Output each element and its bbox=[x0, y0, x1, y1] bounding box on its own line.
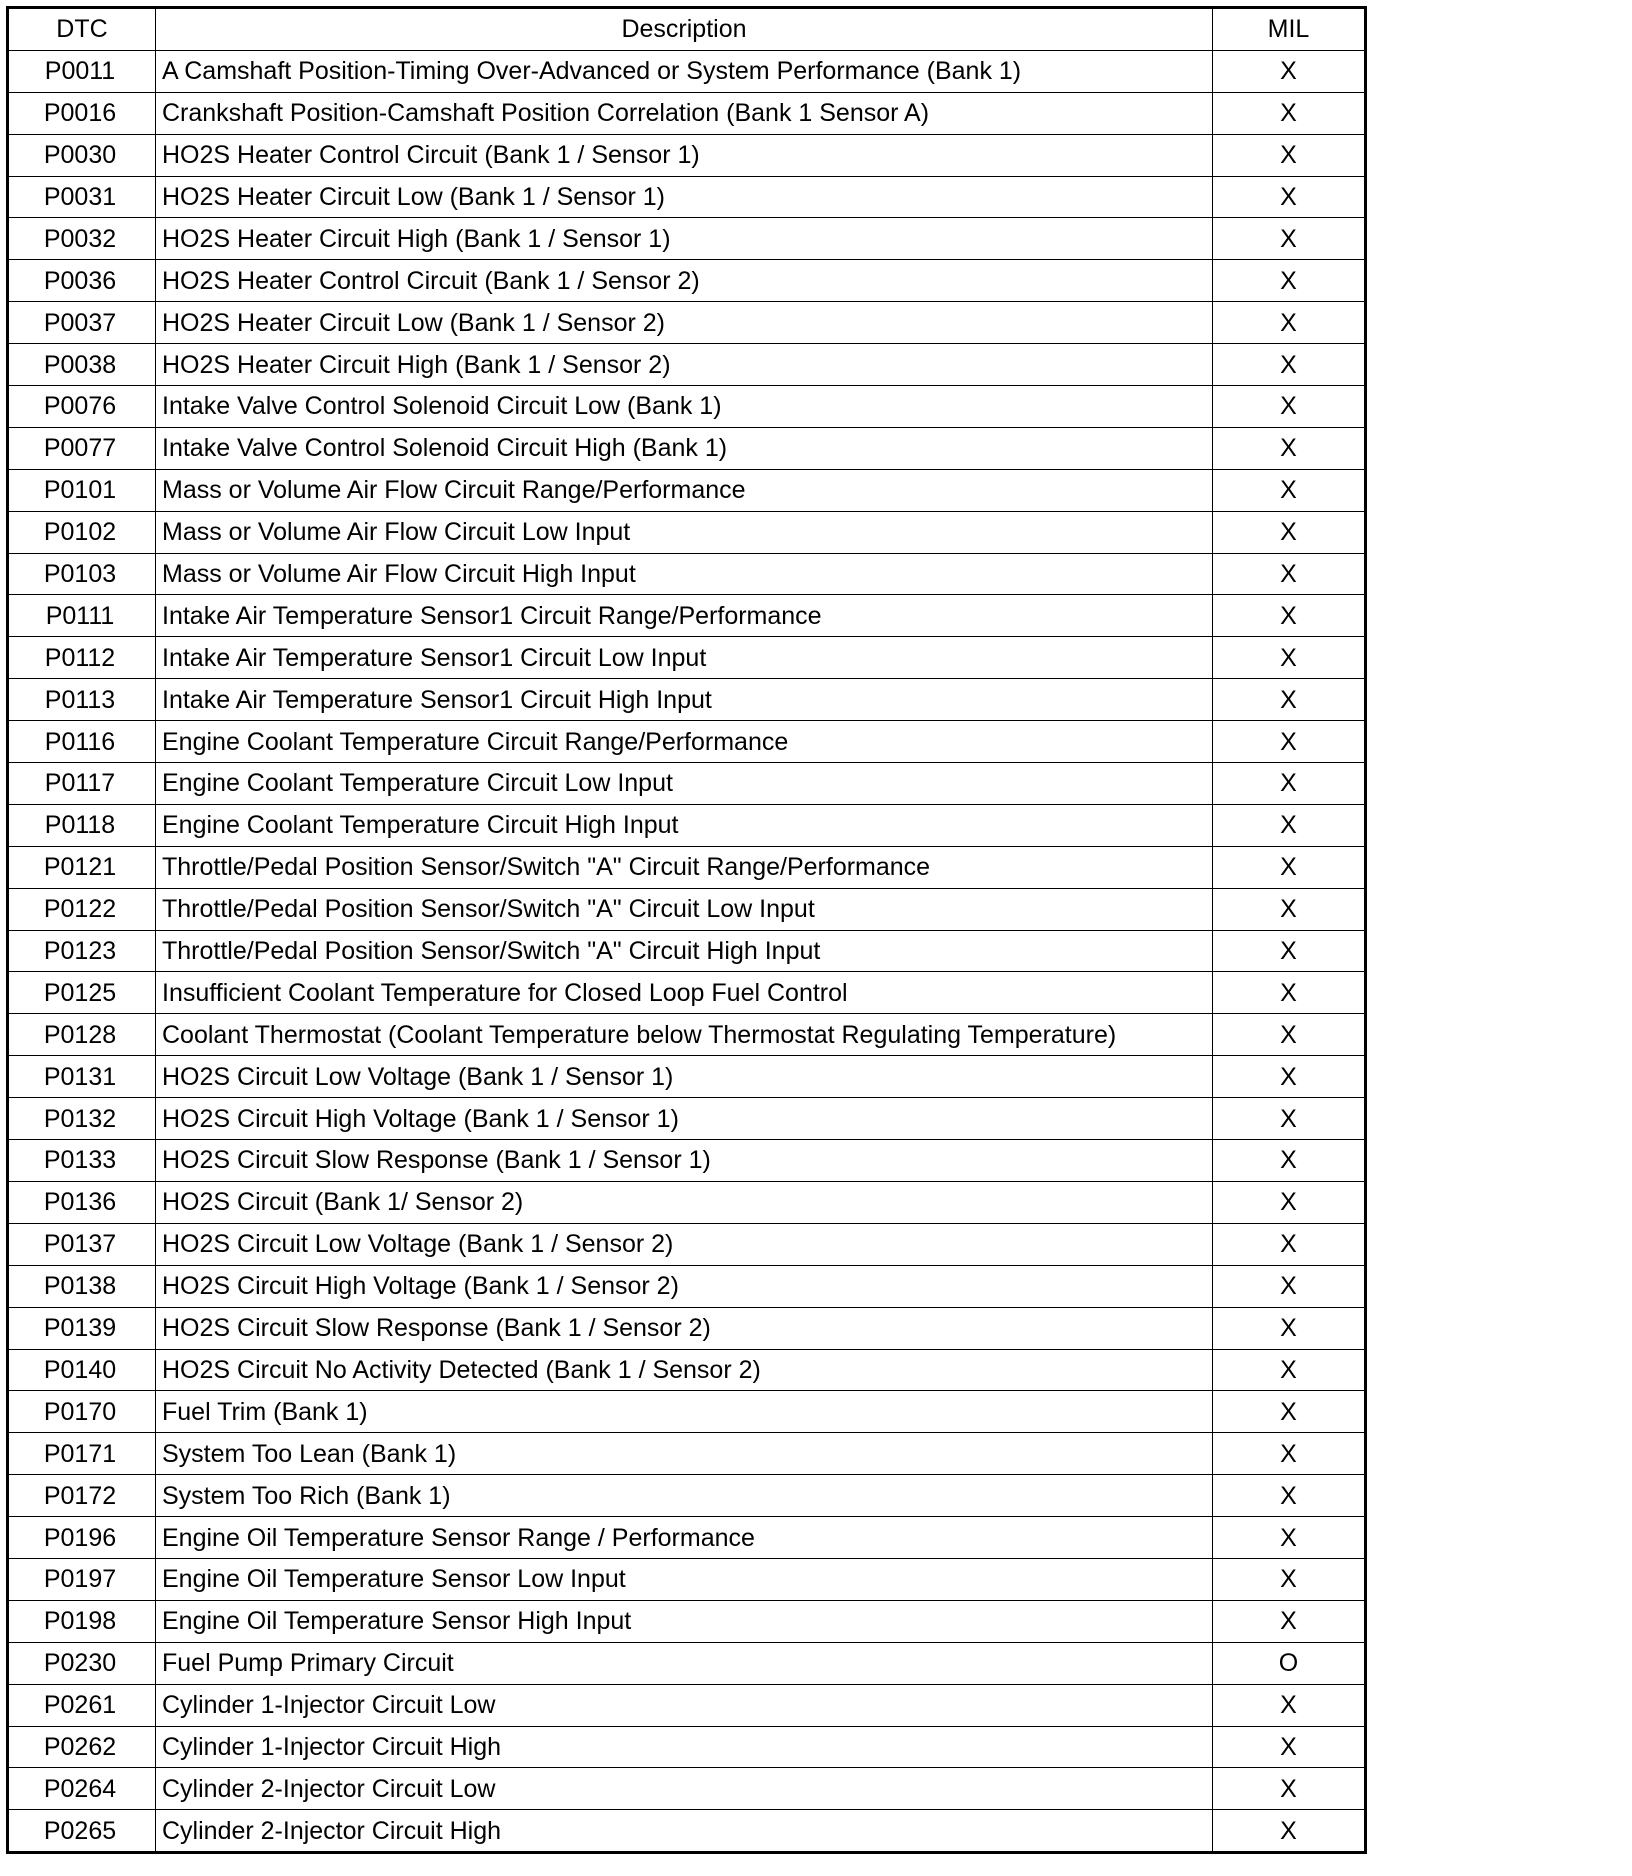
table-row bbox=[8, 930, 1366, 972]
dtc-code-cell: P0262 bbox=[8, 1726, 156, 1768]
description-cell: A Camshaft Position-Timing Over-Advanced or System Performance (Bank 1) bbox=[156, 50, 1213, 92]
description-cell: Throttle/Pedal Position Sensor/Switch "A" Circuit Range/Performance bbox=[156, 846, 1213, 888]
table-row bbox=[8, 1181, 1366, 1223]
description-cell: Engine Coolant Temperature Circuit Low Input bbox=[156, 763, 1213, 805]
description-cell: HO2S Circuit Slow Response (Bank 1 / Sensor 2) bbox=[156, 1307, 1213, 1349]
description-cell: HO2S Heater Control Circuit (Bank 1 / Sensor 2) bbox=[156, 260, 1213, 302]
dtc-code-cell: P0196 bbox=[8, 1517, 156, 1559]
description-cell: Intake Air Temperature Sensor1 Circuit High Input bbox=[156, 679, 1213, 721]
mil-status-cell: X bbox=[1213, 302, 1366, 344]
dtc-code-cell: P0136 bbox=[8, 1181, 156, 1223]
table-row bbox=[8, 427, 1366, 469]
description-cell: Fuel Trim (Bank 1) bbox=[156, 1391, 1213, 1433]
mil-status-cell: X bbox=[1213, 888, 1366, 930]
description-cell: HO2S Heater Circuit Low (Bank 1 / Sensor 2) bbox=[156, 302, 1213, 344]
table-row bbox=[8, 1684, 1366, 1726]
dtc-code-cell: P0116 bbox=[8, 721, 156, 763]
mil-status-cell: X bbox=[1213, 344, 1366, 386]
mil-status-cell: X bbox=[1213, 1684, 1366, 1726]
table-row bbox=[8, 972, 1366, 1014]
dtc-code-cell: P0197 bbox=[8, 1558, 156, 1600]
table-row bbox=[8, 134, 1366, 176]
table-row bbox=[8, 679, 1366, 721]
mil-status-cell: X bbox=[1213, 553, 1366, 595]
table-row bbox=[8, 637, 1366, 679]
description-cell: HO2S Heater Circuit High (Bank 1 / Sensor 2) bbox=[156, 344, 1213, 386]
table-row bbox=[8, 1391, 1366, 1433]
mil-status-cell: X bbox=[1213, 1181, 1366, 1223]
table-row bbox=[8, 1768, 1366, 1810]
table-row bbox=[8, 1558, 1366, 1600]
description-cell: HO2S Heater Circuit Low (Bank 1 / Sensor 1) bbox=[156, 176, 1213, 218]
mil-status-cell: X bbox=[1213, 679, 1366, 721]
dtc-code-cell: P0198 bbox=[8, 1600, 156, 1642]
mil-status-cell: X bbox=[1213, 804, 1366, 846]
table-row bbox=[8, 1349, 1366, 1391]
dtc-code-cell: P0032 bbox=[8, 218, 156, 260]
mil-status-cell: X bbox=[1213, 1307, 1366, 1349]
table-row bbox=[8, 1642, 1366, 1684]
description-cell: HO2S Circuit Low Voltage (Bank 1 / Sensor 1) bbox=[156, 1056, 1213, 1098]
table-row bbox=[8, 1810, 1366, 1853]
dtc-code-cell: P0128 bbox=[8, 1014, 156, 1056]
table-row bbox=[8, 1307, 1366, 1349]
mil-status-cell: X bbox=[1213, 972, 1366, 1014]
description-cell: System Too Rich (Bank 1) bbox=[156, 1475, 1213, 1517]
mil-status-cell: X bbox=[1213, 1098, 1366, 1140]
dtc-code-cell: P0038 bbox=[8, 344, 156, 386]
table-row bbox=[8, 469, 1366, 511]
description-cell: HO2S Circuit Slow Response (Bank 1 / Sensor 1) bbox=[156, 1140, 1213, 1182]
description-cell: Throttle/Pedal Position Sensor/Switch "A" Circuit Low Input bbox=[156, 888, 1213, 930]
table-row bbox=[8, 553, 1366, 595]
dtc-code-cell: P0077 bbox=[8, 427, 156, 469]
dtc-code-cell: P0121 bbox=[8, 846, 156, 888]
description-cell: Cylinder 2-Injector Circuit High bbox=[156, 1810, 1213, 1853]
description-cell: HO2S Circuit No Activity Detected (Bank 1 / Sensor 2) bbox=[156, 1349, 1213, 1391]
dtc-code-cell: P0125 bbox=[8, 972, 156, 1014]
dtc-code-cell: P0264 bbox=[8, 1768, 156, 1810]
mil-status-cell: X bbox=[1213, 1517, 1366, 1559]
mil-status-cell: X bbox=[1213, 637, 1366, 679]
mil-status-cell: X bbox=[1213, 1433, 1366, 1475]
mil-status-cell: X bbox=[1213, 1726, 1366, 1768]
mil-status-cell: X bbox=[1213, 92, 1366, 134]
description-cell: Insufficient Coolant Temperature for Closed Loop Fuel Control bbox=[156, 972, 1213, 1014]
description-cell: Intake Valve Control Solenoid Circuit High (Bank 1) bbox=[156, 427, 1213, 469]
table-row bbox=[8, 260, 1366, 302]
dtc-code-cell: P0132 bbox=[8, 1098, 156, 1140]
description-cell: HO2S Circuit High Voltage (Bank 1 / Sensor 2) bbox=[156, 1265, 1213, 1307]
dtc-code-cell: P0123 bbox=[8, 930, 156, 972]
description-cell: Mass or Volume Air Flow Circuit High Input bbox=[156, 553, 1213, 595]
table-row bbox=[8, 302, 1366, 344]
dtc-code-cell: P0112 bbox=[8, 637, 156, 679]
table-row bbox=[8, 846, 1366, 888]
dtc-code-cell: P0261 bbox=[8, 1684, 156, 1726]
header-row bbox=[8, 8, 1366, 51]
mil-status-cell: X bbox=[1213, 721, 1366, 763]
mil-status-cell: X bbox=[1213, 930, 1366, 972]
description-cell: HO2S Circuit (Bank 1/ Sensor 2) bbox=[156, 1181, 1213, 1223]
dtc-code-cell: P0103 bbox=[8, 553, 156, 595]
description-cell: Fuel Pump Primary Circuit bbox=[156, 1642, 1213, 1684]
description-cell: Engine Oil Temperature Sensor Range / Performance bbox=[156, 1517, 1213, 1559]
dtc-code-cell: P0016 bbox=[8, 92, 156, 134]
mil-status-cell: X bbox=[1213, 1014, 1366, 1056]
dtc-table bbox=[6, 6, 1367, 1854]
dtc-code-cell: P0131 bbox=[8, 1056, 156, 1098]
table-row bbox=[8, 595, 1366, 637]
dtc-code-cell: P0076 bbox=[8, 386, 156, 428]
dtc-code-cell: P0030 bbox=[8, 134, 156, 176]
description-cell: Engine Coolant Temperature Circuit High Input bbox=[156, 804, 1213, 846]
description-cell: Throttle/Pedal Position Sensor/Switch "A" Circuit High Input bbox=[156, 930, 1213, 972]
mil-status-cell: X bbox=[1213, 1056, 1366, 1098]
dtc-code-cell: P0230 bbox=[8, 1642, 156, 1684]
description-cell: Mass or Volume Air Flow Circuit Low Input bbox=[156, 511, 1213, 553]
dtc-code-cell: P0171 bbox=[8, 1433, 156, 1475]
mil-status-cell: X bbox=[1213, 1391, 1366, 1433]
mil-status-cell: X bbox=[1213, 176, 1366, 218]
mil-status-cell: X bbox=[1213, 763, 1366, 805]
table-row bbox=[8, 1517, 1366, 1559]
mil-status-cell: X bbox=[1213, 427, 1366, 469]
description-cell: HO2S Circuit Low Voltage (Bank 1 / Sensor 2) bbox=[156, 1223, 1213, 1265]
table-header bbox=[8, 8, 1366, 51]
dtc-code-cell: P0140 bbox=[8, 1349, 156, 1391]
dtc-code-cell: P0122 bbox=[8, 888, 156, 930]
description-cell: Cylinder 1-Injector Circuit Low bbox=[156, 1684, 1213, 1726]
mil-status-cell: X bbox=[1213, 595, 1366, 637]
table-row bbox=[8, 344, 1366, 386]
description-cell: Engine Coolant Temperature Circuit Range/Performance bbox=[156, 721, 1213, 763]
mil-status-cell: X bbox=[1213, 511, 1366, 553]
mil-status-cell: X bbox=[1213, 1349, 1366, 1391]
header-dtc: DTC bbox=[8, 8, 156, 51]
mil-status-cell: X bbox=[1213, 1475, 1366, 1517]
description-cell: Engine Oil Temperature Sensor Low Input bbox=[156, 1558, 1213, 1600]
dtc-code-cell: P0031 bbox=[8, 176, 156, 218]
table-row bbox=[8, 763, 1366, 805]
table-row bbox=[8, 1140, 1366, 1182]
mil-status-cell: X bbox=[1213, 846, 1366, 888]
table-row bbox=[8, 1265, 1366, 1307]
header-description: Description bbox=[156, 8, 1213, 51]
table-row bbox=[8, 1098, 1366, 1140]
mil-status-cell: X bbox=[1213, 1600, 1366, 1642]
dtc-code-cell: P0036 bbox=[8, 260, 156, 302]
dtc-code-cell: P0133 bbox=[8, 1140, 156, 1182]
mil-status-cell: X bbox=[1213, 1265, 1366, 1307]
description-cell: Intake Air Temperature Sensor1 Circuit Low Input bbox=[156, 637, 1213, 679]
table-row bbox=[8, 386, 1366, 428]
description-cell: HO2S Heater Circuit High (Bank 1 / Sensor 1) bbox=[156, 218, 1213, 260]
dtc-code-cell: P0011 bbox=[8, 50, 156, 92]
dtc-code-cell: P0172 bbox=[8, 1475, 156, 1517]
dtc-code-cell: P0117 bbox=[8, 763, 156, 805]
mil-status-cell: X bbox=[1213, 469, 1366, 511]
table-row bbox=[8, 1014, 1366, 1056]
table-row bbox=[8, 1433, 1366, 1475]
table-row bbox=[8, 218, 1366, 260]
description-cell: Intake Air Temperature Sensor1 Circuit Range/Performance bbox=[156, 595, 1213, 637]
description-cell: Cylinder 2-Injector Circuit Low bbox=[156, 1768, 1213, 1810]
dtc-code-cell: P0118 bbox=[8, 804, 156, 846]
description-cell: System Too Lean (Bank 1) bbox=[156, 1433, 1213, 1475]
mil-status-cell: X bbox=[1213, 218, 1366, 260]
dtc-code-cell: P0037 bbox=[8, 302, 156, 344]
description-cell: HO2S Heater Control Circuit (Bank 1 / Sensor 1) bbox=[156, 134, 1213, 176]
dtc-code-cell: P0139 bbox=[8, 1307, 156, 1349]
table-row bbox=[8, 92, 1366, 134]
header-mil: MIL bbox=[1213, 8, 1366, 51]
dtc-code-cell: P0170 bbox=[8, 1391, 156, 1433]
table-row bbox=[8, 1475, 1366, 1517]
dtc-code-cell: P0113 bbox=[8, 679, 156, 721]
dtc-code-cell: P0102 bbox=[8, 511, 156, 553]
table-row bbox=[8, 721, 1366, 763]
table-row bbox=[8, 1726, 1366, 1768]
dtc-code-cell: P0138 bbox=[8, 1265, 156, 1307]
table-row bbox=[8, 804, 1366, 846]
mil-status-cell: X bbox=[1213, 1140, 1366, 1182]
mil-status-cell: X bbox=[1213, 134, 1366, 176]
description-cell: Engine Oil Temperature Sensor High Input bbox=[156, 1600, 1213, 1642]
mil-status-cell: O bbox=[1213, 1642, 1366, 1684]
description-cell: HO2S Circuit High Voltage (Bank 1 / Sensor 1) bbox=[156, 1098, 1213, 1140]
table-row bbox=[8, 1056, 1366, 1098]
dtc-code-cell: P0265 bbox=[8, 1810, 156, 1853]
dtc-code-cell: P0137 bbox=[8, 1223, 156, 1265]
table-row bbox=[8, 50, 1366, 92]
description-cell: Intake Valve Control Solenoid Circuit Low (Bank 1) bbox=[156, 386, 1213, 428]
description-cell: Cylinder 1-Injector Circuit High bbox=[156, 1726, 1213, 1768]
table-row bbox=[8, 176, 1366, 218]
mil-status-cell: X bbox=[1213, 50, 1366, 92]
table-row bbox=[8, 1223, 1366, 1265]
description-cell: Mass or Volume Air Flow Circuit Range/Performance bbox=[156, 469, 1213, 511]
mil-status-cell: X bbox=[1213, 1223, 1366, 1265]
description-cell: Crankshaft Position-Camshaft Position Correlation (Bank 1 Sensor A) bbox=[156, 92, 1213, 134]
table-row bbox=[8, 888, 1366, 930]
mil-status-cell: X bbox=[1213, 260, 1366, 302]
dtc-code-cell: P0111 bbox=[8, 595, 156, 637]
description-cell: Coolant Thermostat (Coolant Temperature below Thermostat Regulating Temperature) bbox=[156, 1014, 1213, 1056]
mil-status-cell: X bbox=[1213, 1768, 1366, 1810]
dtc-code-cell: P0101 bbox=[8, 469, 156, 511]
table-row bbox=[8, 511, 1366, 553]
table-body bbox=[8, 50, 1366, 1852]
mil-status-cell: X bbox=[1213, 386, 1366, 428]
mil-status-cell: X bbox=[1213, 1558, 1366, 1600]
table-row bbox=[8, 1600, 1366, 1642]
mil-status-cell: X bbox=[1213, 1810, 1366, 1853]
